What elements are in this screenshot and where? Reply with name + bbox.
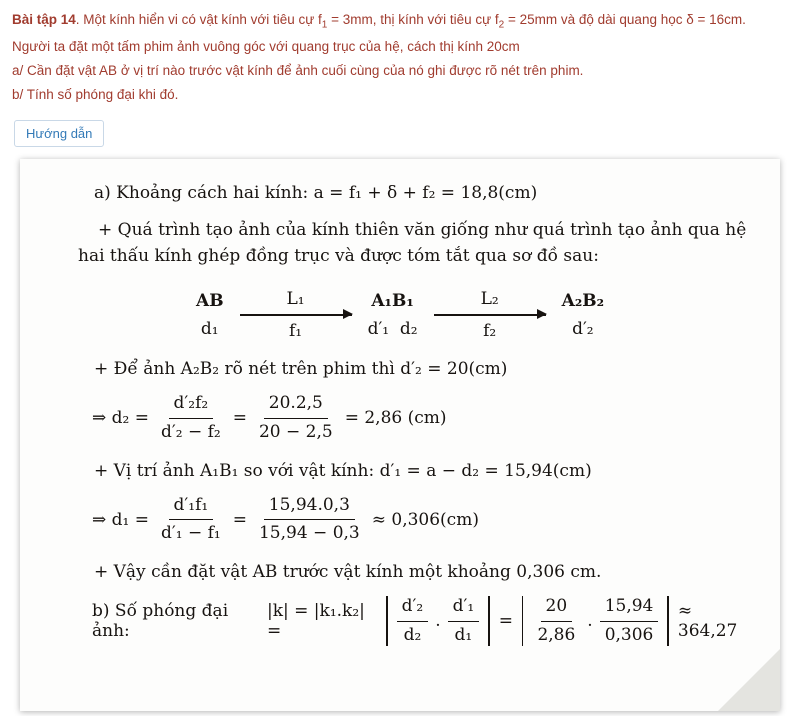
- image1-distance-label: d′₁ d₂: [367, 319, 418, 340]
- problem-title: Bài tập 14: [12, 12, 76, 27]
- diagram-object: [196, 291, 224, 339]
- eq-result: ≈ 364,27: [677, 601, 738, 642]
- object-label: AB: [196, 291, 224, 312]
- abs-bar: [522, 596, 524, 646]
- fraction: [600, 596, 659, 646]
- fraction-numerator: d′₂: [397, 596, 429, 621]
- problem-statement: [0, 0, 800, 108]
- object-distance-label: d₁: [200, 319, 219, 340]
- fraction-denominator: d₂: [403, 624, 422, 645]
- fraction: [532, 596, 580, 646]
- arrow-right-icon: [434, 314, 546, 316]
- fraction-denominator: d′₂ − f₂: [161, 421, 221, 442]
- fraction-numerator: d′₁: [448, 596, 480, 621]
- eq-result: ≈ 0,306(cm): [371, 509, 479, 530]
- equation-d2: [92, 393, 752, 443]
- eq-lead: b) Số phóng đại ảnh:: [92, 601, 229, 642]
- fraction: [254, 393, 338, 443]
- eq-result: = 2,86 (cm): [344, 408, 447, 429]
- diagram-lens2: [434, 289, 546, 341]
- solution-line-a: a) Khoảng cách hai kính: a = f₁ + δ + f₂ = 18,8(cm): [94, 182, 538, 203]
- image1-label: A₁B₁: [371, 291, 414, 312]
- f1-subscript: 1: [321, 19, 328, 31]
- abs-bar: [488, 596, 490, 646]
- fraction: [397, 596, 429, 646]
- multiply-dot: .: [587, 611, 593, 632]
- fraction: [448, 596, 480, 646]
- diagram-image2: [562, 291, 604, 339]
- diagram-lens1: [240, 289, 352, 341]
- problem-part-b: b/ Tính số phóng đại khi đó.: [12, 87, 179, 103]
- fraction-denominator: 0,306: [604, 624, 654, 645]
- fraction-numerator: 15,94: [600, 596, 659, 621]
- diagram-image1: [368, 291, 418, 339]
- fraction-numerator: d′₂f₂: [169, 393, 214, 418]
- arrow-right-icon: [240, 314, 352, 316]
- fraction-numerator: d′₁f₁: [169, 495, 214, 520]
- fraction: [254, 495, 365, 545]
- solution-line-film: + Để ảnh A₂B₂ rõ nét trên phim thì d′₂ = 20(cm): [94, 359, 508, 380]
- lens1-label: L₁: [286, 289, 305, 310]
- fraction-numerator: 15,94.0,3: [264, 495, 355, 520]
- lens2-focal-label: f₂: [483, 321, 497, 342]
- equals-sign: =: [232, 509, 247, 530]
- equation-magnification: [92, 596, 752, 646]
- problem-intro-text-3: = 25mm và độ dài quang học δ = 16cm. Người ta đặt một tấm phim ảnh vuông góc với quang trục của hệ, cách thị kính 20cm: [12, 12, 746, 54]
- eq-lead: ⇒ d₂ =: [92, 408, 149, 429]
- solution-line-d1prime: + Vị trí ảnh A₁B₁ so với vật kính: d′₁ = a − d₂ = 15,94(cm): [94, 460, 592, 481]
- equals-sign: =: [498, 611, 513, 632]
- lens1-focal-label: f₁: [289, 321, 303, 342]
- magnification-definition: |k| = |k₁.k₂| =: [267, 601, 365, 642]
- fraction: [156, 393, 226, 443]
- fraction-numerator: 20: [541, 596, 573, 621]
- solution-scan: [20, 159, 780, 711]
- problem-part-a: a/ Cần đặt vật AB ở vị trí nào trước vật kính để ảnh cuối cùng của nó ghi được rõ nét trên phim.: [12, 62, 584, 78]
- guide-button[interactable]: Hướng dẫn: [14, 120, 104, 147]
- fraction-denominator: d₁: [454, 624, 473, 645]
- fraction-numerator: 20.2,5: [264, 393, 328, 418]
- fraction-denominator: 15,94 − 0,3: [258, 523, 360, 544]
- solution-conclusion: + Vậy cần đặt vật AB trước vật kính một khoảng 0,306 cm.: [94, 562, 602, 583]
- image2-label: A₂B₂: [561, 291, 605, 312]
- fraction-denominator: d′₁ − f₁: [161, 523, 221, 544]
- problem-intro-text-2: = 3mm, thị kính với tiêu cự f: [327, 12, 499, 27]
- multiply-dot: .: [435, 611, 441, 632]
- image2-distance-label: d′₂: [572, 319, 594, 340]
- abs-bar: [667, 596, 669, 646]
- problem-intro: [12, 8, 784, 59]
- abs-bar: [386, 596, 388, 646]
- lens2-label: L₂: [480, 289, 499, 310]
- fraction-denominator: 20 − 2,5: [258, 421, 333, 442]
- fraction: [156, 495, 226, 545]
- page-curl: [718, 649, 780, 711]
- equals-sign: =: [232, 408, 247, 429]
- eq-lead: ⇒ d₁ =: [92, 509, 149, 530]
- f2-subscript: 2: [498, 19, 505, 31]
- equation-d1: [92, 495, 752, 545]
- lens-diagram: [196, 289, 752, 341]
- solution-paragraph: + Quá trình tạo ảnh của kính thiên văn giống như quá trình tạo ảnh qua hệ hai thấu kính ghép đồng trục và được tóm tắt qua sơ đồ sau:: [78, 219, 747, 266]
- fraction-denominator: 2,86: [537, 624, 576, 645]
- problem-intro-text-1: . Một kính hiển vi có vật kính với tiêu cự f: [75, 12, 322, 27]
